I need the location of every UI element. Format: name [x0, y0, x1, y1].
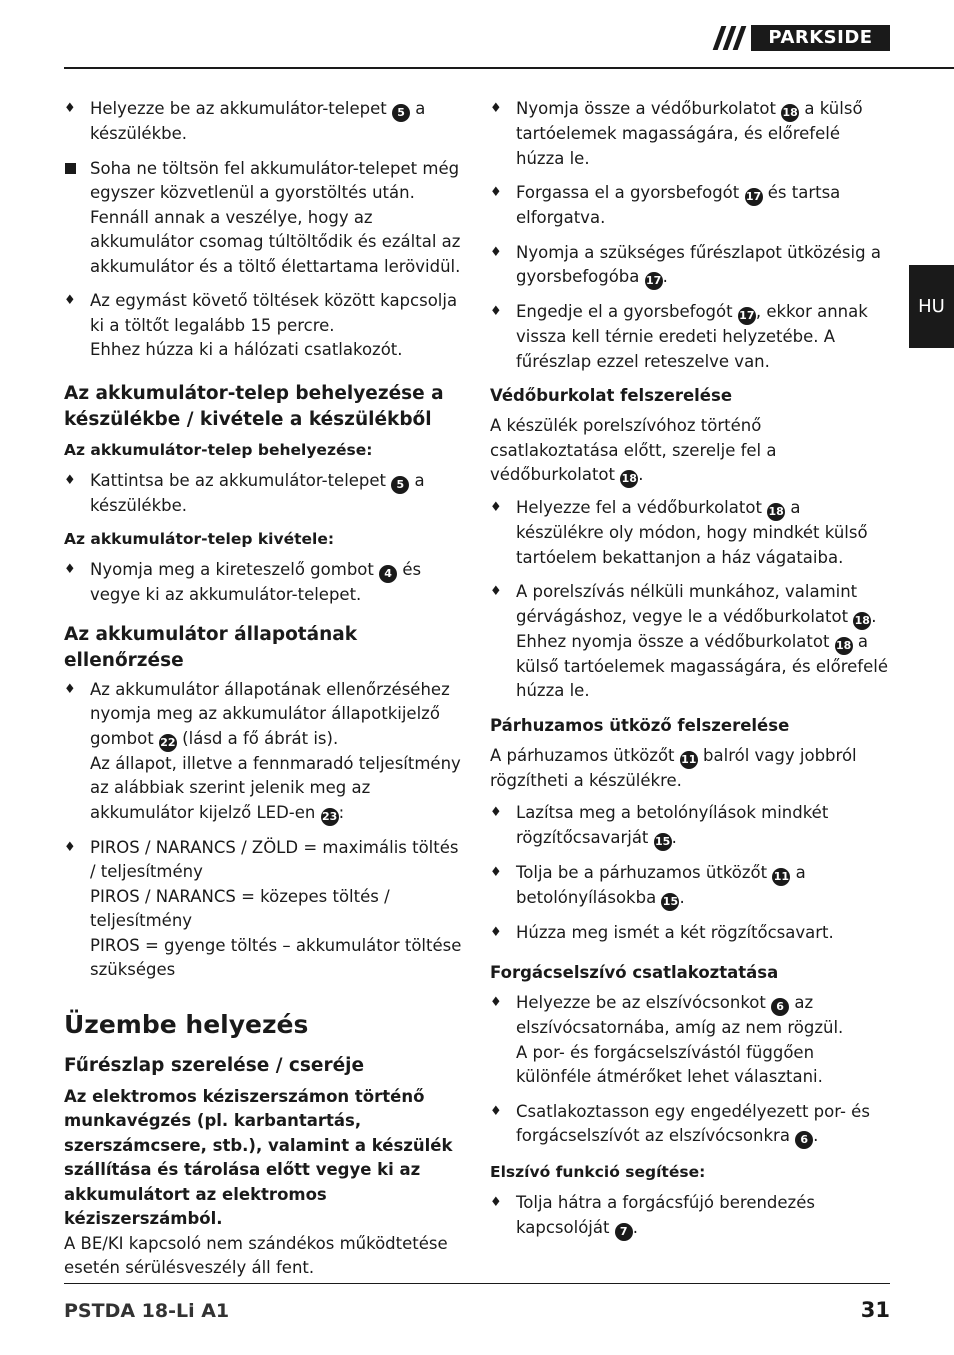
bullet-insert-battery: ♦ Helyezze be az akkumulátor-telepet 5 a készülékbe. — [64, 99, 426, 143]
diamond-bullet-icon: ♦ — [490, 995, 502, 1010]
bullet-remove-guard: ♦ A porelszívás nélküli munkához, valamint gérvágáshoz, vegye le a védőburkolatot 18. Ehhez nyomja össze a védőburkolatot 18 a külső tartóelemek magasságára, és előrefelé húzza le. — [490, 582, 888, 700]
diamond-bullet-icon: ♦ — [64, 562, 76, 577]
bullet-release: ♦ Nyomja meg a kireteszelő gombot 4 és vegye ki az akkumulátor-telepet. — [64, 560, 422, 604]
diamond-bullet-icon: ♦ — [490, 500, 502, 515]
bullet-insert-blade: ♦ Nyomja a szükséges fűrészlapot ütközésig a gyorsbefogóba 17. — [490, 241, 892, 291]
bullet-release-chuck: ♦ Engedje el a gyorsbefogót 17, ekkor annak vissza kell térnie eredeti helyzetébe. A fűrészlap ezzel reteszelve van. — [490, 302, 868, 371]
fence-paragraph: A párhuzamos ütközőt 11 balról vagy jobbról rögzítheti a készülékre. — [490, 745, 857, 790]
ref-number: 17 — [738, 307, 756, 325]
section-heading-blade: Fűrészlap szerelése / cseréje — [64, 1054, 365, 1076]
bullet-insert-adapter: ♦ Helyezze be az elszívócsonkot 6 az elszívócsatornába, amíg az nem rögzül. A por- és forgácselszívástól függően különféle átmérőket lehet választani. — [490, 993, 844, 1086]
ref-number: 18 — [835, 637, 853, 655]
bullet-pause-charger: ♦ Az egymást követő töltések között kapcsolja ki a töltőt legalább 15 percre. Ehhez húzza ki a hálózati csatlakozót. — [64, 291, 458, 359]
footer-model: PSTDA 18-Li A1 — [64, 1300, 230, 1322]
logo-slashes — [713, 26, 749, 50]
page-number: 31 — [860, 1298, 890, 1322]
diamond-bullet-icon: ♦ — [490, 1195, 502, 1210]
bullet-blower-switch: ♦ Tolja hátra a forgácsfújó berendezés kapcsolóját 7 . — [490, 1191, 892, 1241]
diamond-bullet-icon: ♦ — [490, 244, 502, 260]
ref-number: 18 — [767, 503, 785, 521]
ref-number: 11 — [772, 868, 790, 886]
square-bullet-icon — [65, 163, 76, 174]
ref-number: 5 — [392, 104, 410, 122]
ref-number: 18 — [781, 104, 799, 122]
ref-number: 5 — [391, 476, 409, 494]
bullet-led-levels: ♦ PIROS / NARANCS / ZÖLD = maximális töltés / teljesítmény PIROS / NARANCS = közepes töltés / teljesítmény PIROS = gyenge töltés – akkumulátor töltése szükséges — [64, 837, 462, 979]
brand-name: PARKSIDE — [751, 25, 890, 51]
diamond-bullet-icon: ♦ — [64, 839, 76, 855]
guard-paragraph: A készülék porelszívóhoz történő csatlakoztatása előtt, szerelje fel a védőburkolatot 18. — [490, 414, 892, 488]
left-column — [64, 97, 464, 1281]
diamond-bullet-icon: ♦ — [490, 584, 502, 599]
ref-number: 4 — [379, 565, 397, 583]
warning-paragraph-2: A BE/KI kapcsoló nem szándékos működtetése esetén sérülésveszély áll fent. — [64, 1233, 448, 1277]
bullet-compress-guard: ♦ Nyomja össze a védőburkolatot 18 a külső tartóelemek magasságára, és előrefelé húzza le. — [490, 99, 863, 168]
bullet-fit-guard: ♦ Helyezze fel a védőburkolatot 18 a készülékre oly módon, hogy mindkét külső tartóelem bekattanjon a ház vágataiba. — [490, 498, 868, 567]
diamond-bullet-icon: ♦ — [490, 924, 502, 940]
diamond-bullet-icon: ♦ — [490, 805, 502, 820]
ref-number: 15 — [661, 893, 679, 911]
diamond-bullet-icon: ♦ — [64, 101, 76, 116]
ref-number: 17 — [745, 188, 763, 206]
ref-number: 18 — [620, 470, 638, 488]
ref-number: 15 — [654, 833, 672, 851]
diamond-bullet-icon: ♦ — [490, 1103, 502, 1119]
section-heading-fence: Párhuzamos ütköző felszerelése — [490, 715, 790, 735]
footer-rule — [64, 1283, 890, 1284]
ref-number: 7 — [615, 1223, 633, 1241]
section-heading-insert-remove: Az akkumulátor-telep behelyezése a készülékbe / kivétele a készülékből — [64, 382, 444, 430]
chapter-heading-startup: Üzembe helyezés — [64, 1009, 309, 1039]
bullet-loosen-screws: ♦ Lazítsa meg a betolónyílások mindkét rögzítőcsavarját 15. — [490, 801, 892, 851]
bullet-check-status: ♦ Az akkumulátor állapotának ellenőrzéséhez nyomja meg az akkumulátor állapotkijelző gombot 22 (lásd a fő ábrát is). Az állapot, illetve a fennmaradó teljesítmény az alábbiak szerint jelenik meg az akkumulátor kijelző LED-en 23: — [64, 678, 464, 826]
ref-number: 18 — [853, 612, 871, 630]
bullet-tighten-screws: ♦ Húzza meg ismét a két rögzítőcsavart. — [490, 921, 892, 946]
ref-number: 11 — [680, 751, 698, 769]
subheading-insert: Az akkumulátor-telep behelyezése: — [64, 440, 373, 459]
subheading-assist: Elszívó funkció segítése: — [490, 1163, 706, 1181]
section-heading-guard: Védőburkolat felszerelése — [490, 386, 733, 405]
diamond-bullet-icon: ♦ — [64, 472, 76, 488]
ref-number: 22 — [159, 734, 177, 752]
diamond-bullet-icon: ♦ — [64, 293, 76, 308]
bullet-turn-chuck: ♦ Forgassa el a gyorsbefogót 17 és tartsa elforgatva. — [490, 183, 841, 227]
diamond-bullet-icon: ♦ — [490, 304, 502, 319]
header-rule — [64, 67, 954, 69]
bullet-push-fence: ♦ Tolja be a párhuzamos ütközőt 11 a betolónyílásokba 15. — [490, 861, 892, 911]
section-heading-dust: Forgácselszívó csatlakoztatása — [490, 963, 779, 982]
ref-number: 6 — [771, 998, 789, 1016]
diamond-bullet-icon: ♦ — [490, 185, 502, 200]
bullet-connect-extractor: ♦ Csatlakoztasson egy engedélyezett por- és forgácselszívót az elszívócsonkra 6 . — [490, 1100, 892, 1150]
ref-number: 6 — [795, 1131, 813, 1149]
language-tab: HU — [909, 265, 954, 348]
parkside-logo — [713, 24, 890, 52]
right-column — [490, 97, 892, 1251]
diamond-bullet-icon: ♦ — [490, 101, 502, 116]
diamond-bullet-icon: ♦ — [490, 864, 502, 880]
warning-paragraph: Az elektromos kéziszerszámon történő munkavégzés (pl. karbantartás, szerszámcsere, stb.), valamint a készülék szállítása és tárolása előtt vegye ki az akkumulátort az elektromos kéziszerszámból. — [64, 1086, 453, 1228]
note-no-recharge: Soha ne töltsön fel akkumulátor-telepet még egyszer közvetlenül a gyorstöltés után. Fennáll annak a veszélye, hogy az akkumulátor csomag túltöltődik és ezáltal az akkumulátor és a töltő élettartama lerövidül. — [64, 157, 464, 280]
bullet-click-in: ♦ Kattintsa be az akkumulátor-telepet 5 a készülékbe. — [64, 470, 425, 515]
ref-number: 17 — [645, 272, 663, 290]
section-heading-check: Az akkumulátor állapotának ellenőrzése — [64, 623, 358, 671]
subheading-remove: Az akkumulátor-telep kivétele: — [64, 530, 335, 548]
diamond-bullet-icon: ♦ — [64, 681, 76, 697]
ref-number: 23 — [321, 808, 339, 826]
